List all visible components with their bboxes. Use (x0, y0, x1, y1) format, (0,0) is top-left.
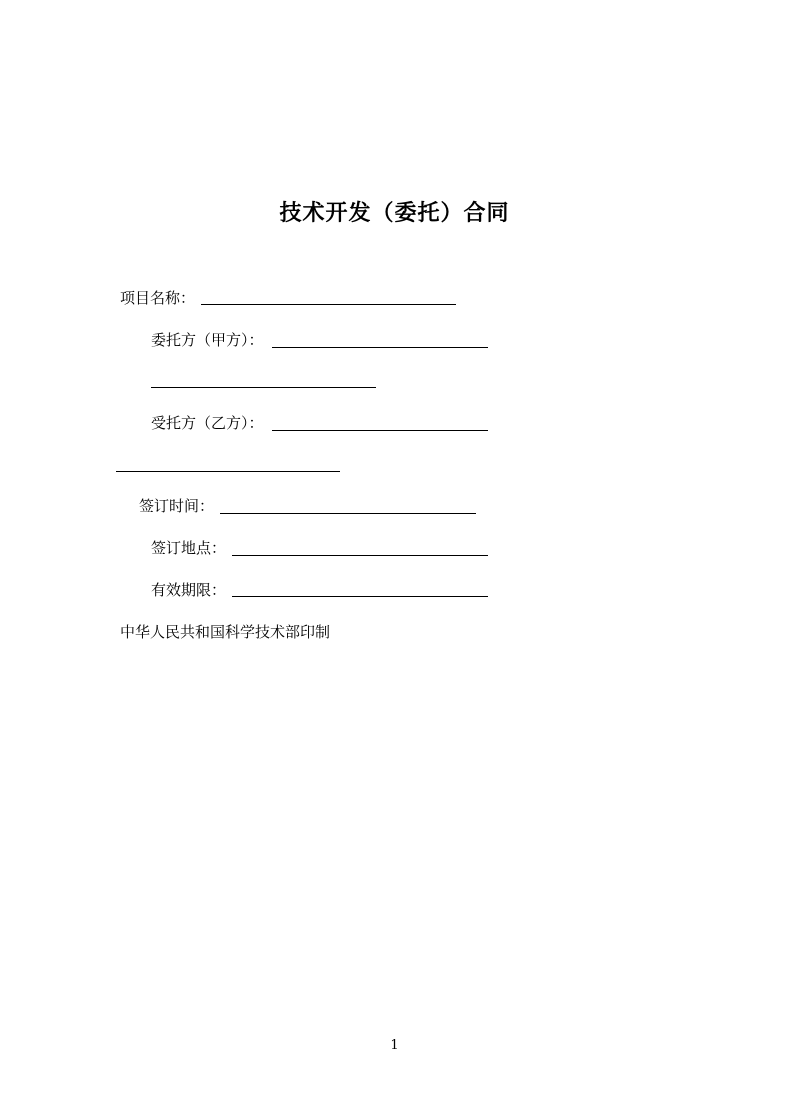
client-blank[interactable] (272, 347, 488, 348)
client-label: 委托方（甲方）： (151, 331, 264, 349)
contractor-blank-continued[interactable] (116, 471, 340, 472)
contractor-label: 受托方（乙方）： (151, 414, 264, 432)
validity-label: 有效期限： (151, 581, 227, 599)
project-name-blank[interactable] (201, 304, 456, 305)
page-number: 1 (390, 1038, 399, 1053)
sign-time-blank[interactable] (220, 513, 476, 514)
sign-place-label: 签订地点： (151, 539, 227, 557)
contractor-blank[interactable] (272, 430, 488, 431)
issuer-text: 中华人民共和国科学技术部印制 (120, 623, 331, 641)
sign-place-blank[interactable] (232, 555, 488, 556)
validity-blank[interactable] (232, 596, 488, 597)
sign-time-label: 签订时间： (139, 497, 215, 515)
client-blank-continued[interactable] (151, 387, 376, 388)
project-name-label: 项目名称： (120, 289, 196, 307)
document-title: 技术开发（委托）合同 (279, 200, 510, 226)
